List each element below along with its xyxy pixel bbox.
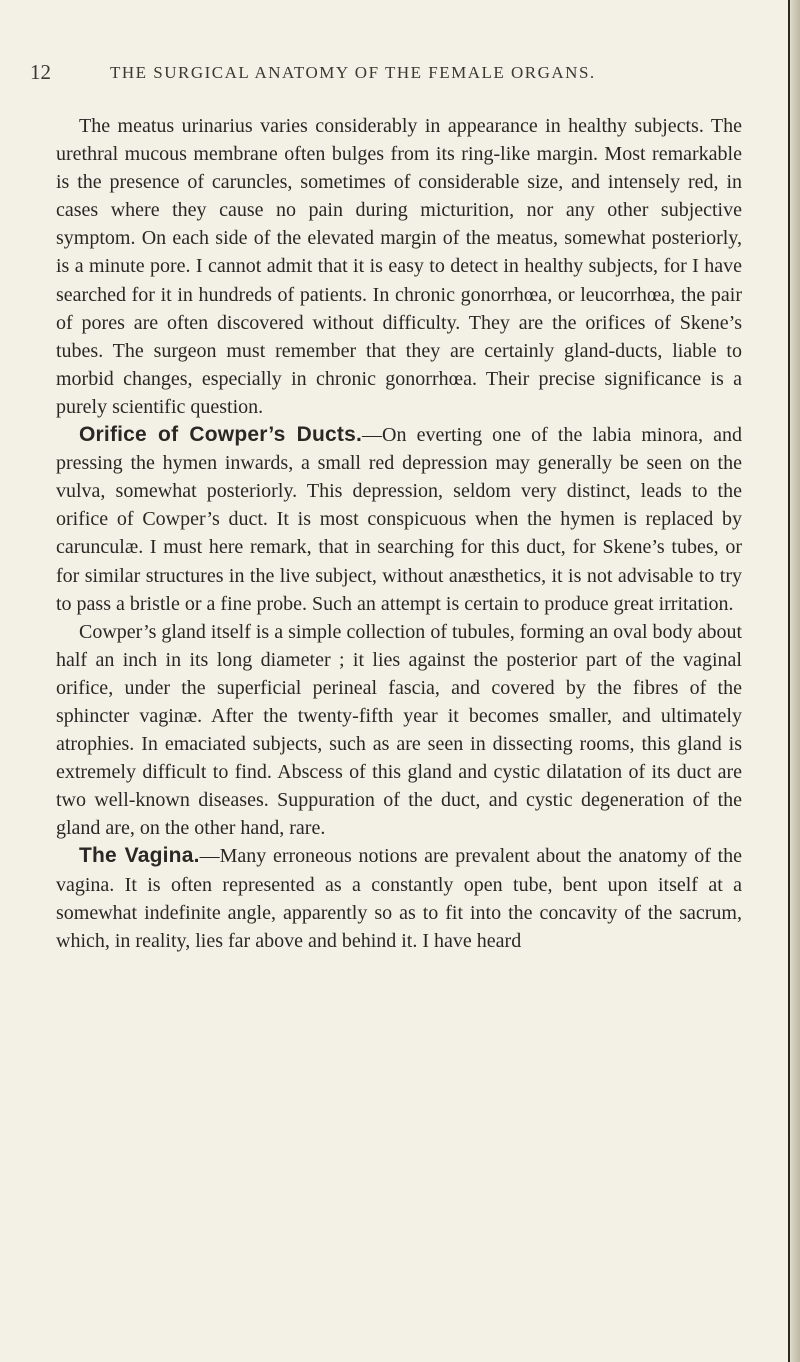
paragraph-vagina xyxy=(56,842,742,954)
paragraph-cowpers-ducts xyxy=(56,421,742,618)
body-text xyxy=(56,112,742,955)
running-title: THE SURGICAL ANATOMY OF THE FEMALE ORGANS. xyxy=(110,63,596,82)
paragraph-meatus xyxy=(56,112,742,421)
paragraph-text: —On everting one of the labia minora, and pressing the hymen inwards, a small red depression may generally be seen on the vulva, somewhat posteriorly. This depression, seldom very distinct, leads to the orifice of Cowper’s duct. It is most conspicuous when the hymen is replaced by carunculæ. I must here remark, that in searching for this duct, for Skene’s tubes, or for similar structures in the live subject, without anæsthetics, it is not advisable to try to pass a bristle or a fine probe. Such an attempt is certain to produce great irritation. xyxy=(56,424,742,615)
paragraph-text: Cowper’s gland itself is a simple collection of tubules, forming an oval body about half an inch in its long diameter ; it lies against the posterior part of the vaginal orifice, under the superficial perineal fascia, and covered by the fibres of the sphincter vaginæ. After the twenty-fifth year it becomes smaller, and ultimately atrophies. In emaciated subjects, such as are seen in dissecting rooms, this gland is extremely difficult to find. Abscess of this gland and cystic dilatation of its duct are two well-known diseases. Suppuration of the duct, and cystic degeneration of the gland are, on the other hand, rare. xyxy=(56,620,742,840)
paragraph-text: The meatus urinarius varies considerably in appearance in healthy subjects. The urethral mucous membrane often bulges from its ring-like margin. Most remarkable is the presence of caruncles, sometimes of considerable size, and intensely red, in cases where they cause no pain during micturition, nor any other subjective symptom. On each side of the elevated margin of the meatus, somewhat posteriorly, is a minute pore. I cannot admit that it is easy to detect in healthy subjects, for I have searched for it in hundreds of patients. In chronic gonorrhœa, or leucorrhœa, the pair of pores are often discovered without difficulty. They are the orifices of Skene’s tubes. The surgeon must remember that they are certainly gland-ducts, liable to morbid changes, especially in chronic gonorrhœa. Their precise significance is a purely scientific question. xyxy=(56,115,742,418)
binding-edge-line xyxy=(788,0,790,1362)
page-header xyxy=(30,60,750,100)
paragraph-cowpers-gland xyxy=(56,618,742,843)
section-heading-cowpers-ducts: Orifice of Cowper’s Ducts. xyxy=(79,423,363,447)
paragraph-text: —Many erroneous notions are prevalent about the anatomy of the vagina. It is often represented as a constantly open tube, bent upon itself at a somewhat indefinite angle, apparently so as to fit into the concavity of the sacrum, which, in reality, lies far above and behind it. I have heard xyxy=(56,845,742,952)
section-heading-vagina: The Vagina. xyxy=(79,844,200,868)
page-number: 12 xyxy=(30,60,51,84)
